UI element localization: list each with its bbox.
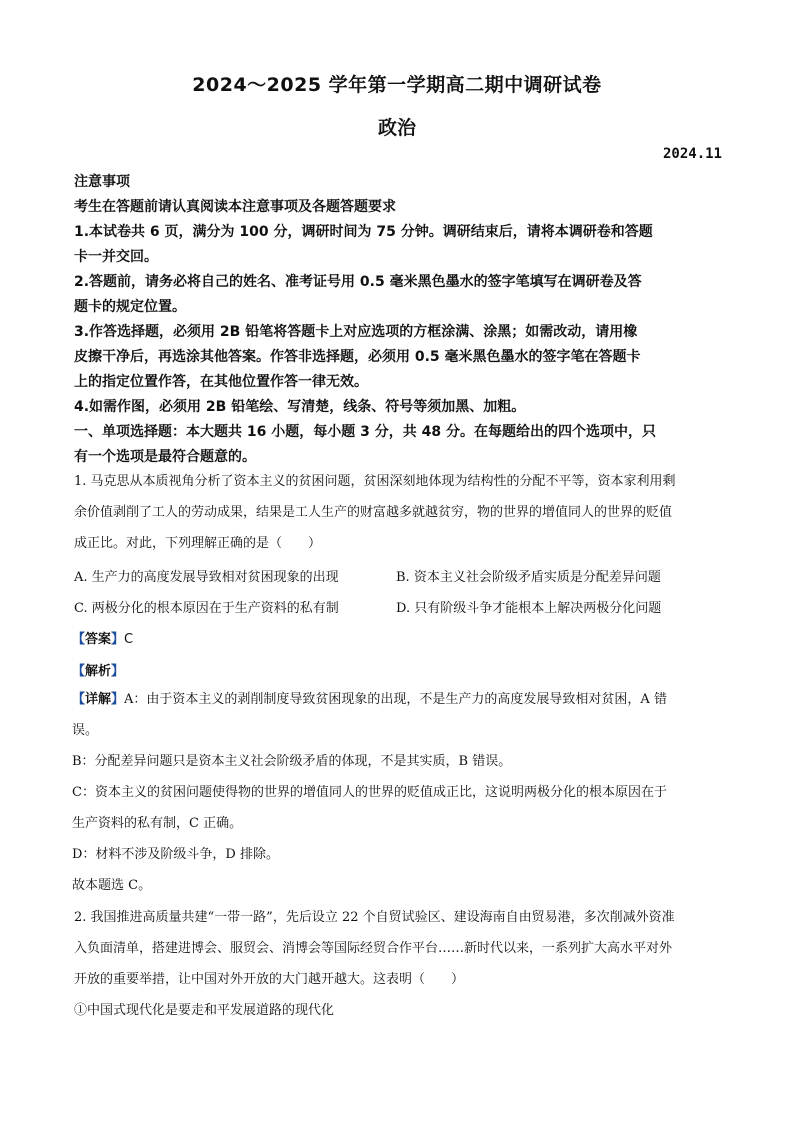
question-line: 2. 我国推进高质量共建“一带一路”，先后设立 22 个自贸试验区、建设海南自由贸易港，多次削减外资准 bbox=[74, 910, 675, 925]
explain-line: C：资本主义的贫困问题使得物的世界的增值同人的世界的贬值成正比，这说明两极分化的根本原因在于 bbox=[72, 785, 667, 800]
option-d: D. 只有阶级斗争才能根本上解决两极分化问题 bbox=[396, 601, 662, 616]
option-b: B. 资本主义社会阶级矛盾实质是分配差异问题 bbox=[396, 570, 661, 585]
notice-line: 3.作答选择题，必须用 2B 铅笔将答题卡上对应选项的方框涂满、涂黑；如需改动，请用橡 bbox=[74, 324, 638, 340]
subject-title: 政治 bbox=[377, 117, 416, 139]
explain-line: 故本题选 C。 bbox=[72, 878, 152, 893]
notice-line: 4.如需作图，必须用 2B 铅笔绘、写清楚，线条、符号等须加黑、加粗。 bbox=[74, 399, 526, 415]
answer-tag: 【答案】C bbox=[72, 632, 134, 647]
exam-date: 2024.11 bbox=[662, 146, 722, 162]
analysis-tag: 【解析】 bbox=[72, 664, 125, 679]
notice-block bbox=[74, 170, 722, 470]
answer-label: 答案 bbox=[85, 632, 112, 647]
question-1-detail bbox=[72, 684, 724, 901]
analysis-label: 解析 bbox=[85, 664, 112, 679]
question-line: ①中国式现代化是要走和平发展道路的现代化 bbox=[74, 1003, 335, 1018]
option-c: C. 两极分化的根本原因在于生产资料的私有制 bbox=[74, 601, 339, 616]
explain-line: 生产资料的私有制，C 正确。 bbox=[72, 816, 243, 831]
question-1-options-row-2 bbox=[74, 597, 722, 625]
question-1-options-row-1 bbox=[74, 566, 722, 594]
question-1-stem bbox=[74, 466, 722, 559]
answer-value: C bbox=[124, 632, 134, 647]
question-line: 开放的重要举措，让中国对外开放的大门越开越大。这表明（ ） bbox=[74, 972, 465, 987]
exam-title: 2024～2025 学年第一学期高二期中调研试卷 bbox=[192, 74, 602, 96]
notice-line: 皮擦干净后，再选涂其他答案。作答非选择题，必须用 0.5 毫米黑色墨水的签字笔在答题卡 bbox=[74, 349, 641, 365]
detail-text: A：由于资本主义的剥削制度导致贫困现象的出现，不是生产力的高度发展导致相对贫困，A 错 bbox=[124, 692, 667, 707]
question-2-stem bbox=[74, 902, 722, 1026]
notice-line: 2.答题前，请务必将自己的姓名、准考证号用 0.5 毫米黑色墨水的签字笔填写在调研卷及答 bbox=[74, 274, 642, 290]
notice-intro: 考生在答题前请认真阅读本注意事项及各题答题要求 bbox=[74, 199, 396, 215]
section-heading: 一、单项选择题：本大题共 16 小题，每小题 3 分，共 48 分。在每题给出的四个选项中，只 bbox=[74, 424, 656, 440]
notice-line: 上的指定位置作答，在其他位置作答一律无效。 bbox=[74, 374, 368, 390]
detail-label: 详解 bbox=[85, 692, 112, 707]
detail-line: 误。 bbox=[72, 723, 99, 738]
question-line: 成正比。对此，下列理解正确的是（ ） bbox=[74, 536, 322, 551]
question-line: 余价值剥削了工人的劳动成果，结果是工人生产的财富越多就越贫穷，物的世界的增值同人的世界的贬值 bbox=[74, 505, 673, 520]
question-line: 1. 马克思从本质视角分析了资本主义的贫困问题，贫困深刻地体现为结构性的分配不平等，资本家利用剩 bbox=[74, 474, 676, 489]
section-heading: 有一个选项是最符合题意的。 bbox=[74, 449, 256, 465]
detail-line: 【详解】A：由于资本主义的剥削制度导致贫困现象的出现，不是生产力的高度发展导致相对贫困，A 错 bbox=[72, 692, 667, 707]
notice-line: 题卡的规定位置。 bbox=[74, 299, 186, 315]
question-line: 入负面清单，搭建进博会、服贸会、消博会等国际经贸合作平台……新时代以来，一系列扩大高水平对外 bbox=[74, 941, 673, 956]
option-a: A. 生产力的高度发展导致相对贫困现象的出现 bbox=[74, 570, 339, 585]
notice-line: 卡一并交回。 bbox=[74, 249, 158, 265]
explain-line: B：分配差异问题只是资本主义社会阶级矛盾的体现，不是其实质，B 错误。 bbox=[72, 754, 512, 769]
notice-line: 1.本试卷共 6 页，满分为 100 分，调研时间为 75 分钟。调研结束后，请将本调研卷和答题 bbox=[74, 224, 653, 240]
notice-heading: 注意事项 bbox=[74, 174, 130, 190]
explain-line: D：材料不涉及阶级斗争，D 排除。 bbox=[72, 847, 279, 862]
